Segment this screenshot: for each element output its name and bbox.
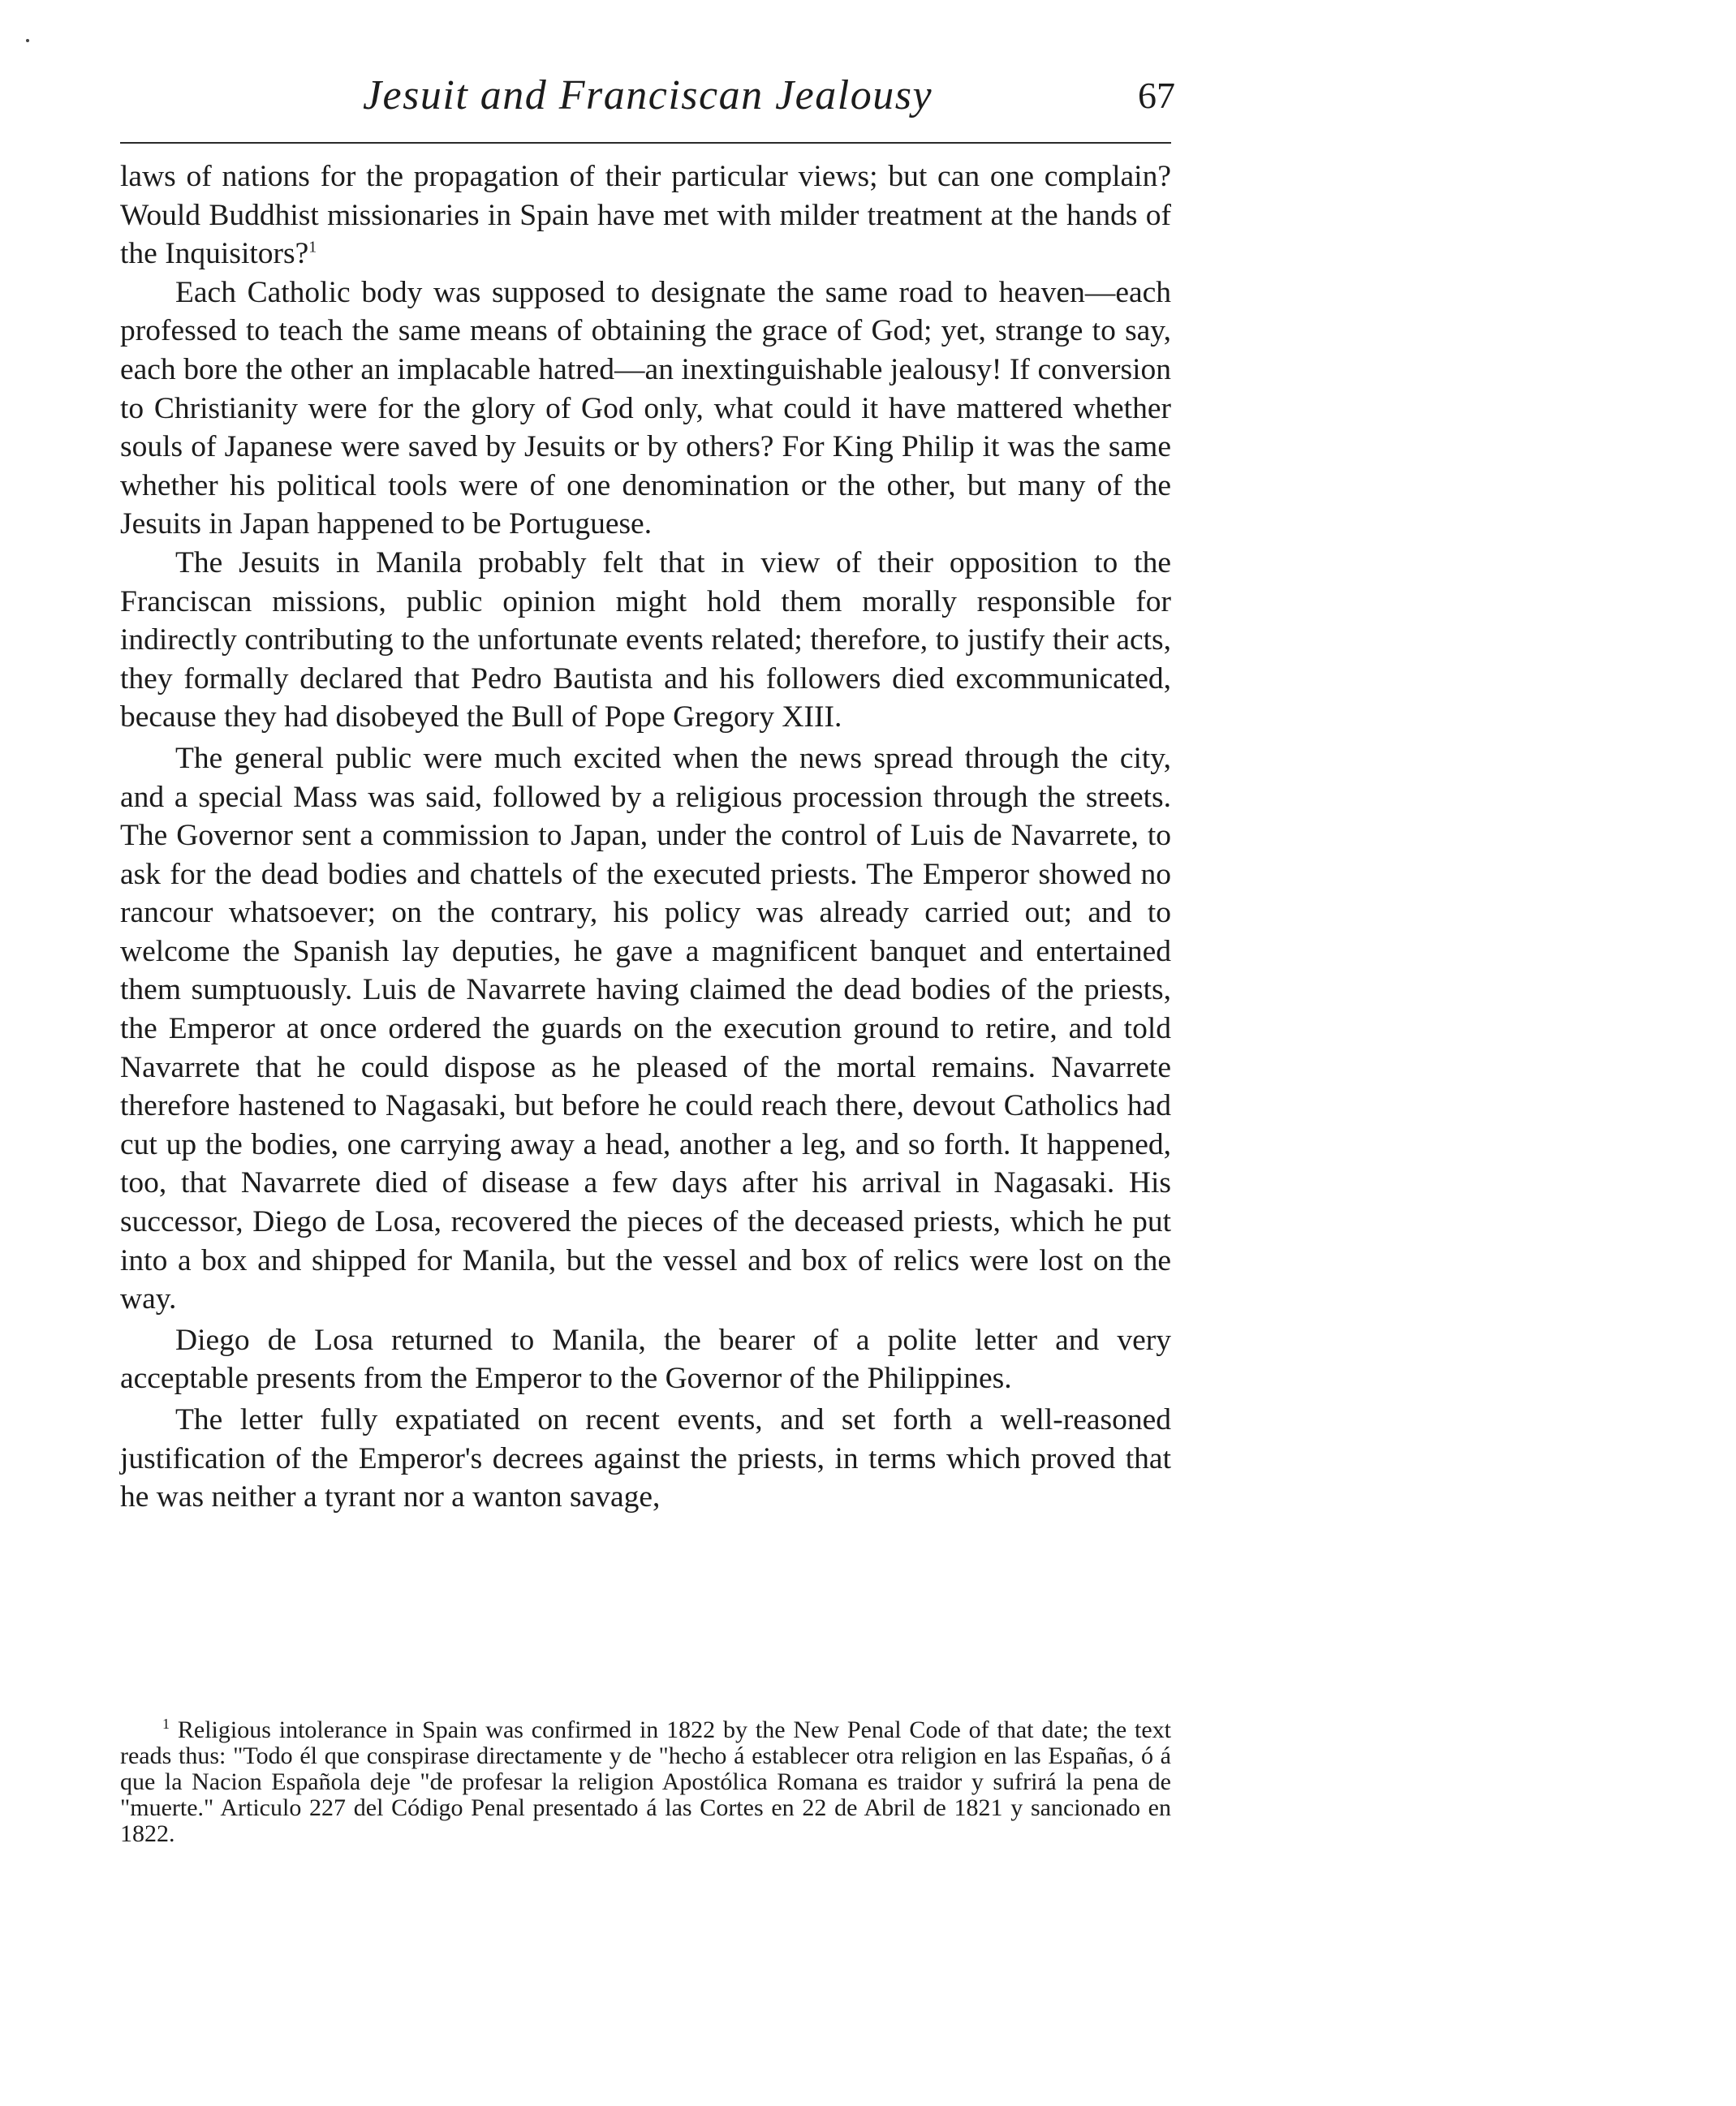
footnote-marker: 1: [162, 1716, 170, 1732]
footnote-text: Religious intolerance in Spain was confirmed in 1822 by the New Penal Code of that date; the text reads thus: "Todo él que conspirase directamente y de "hecho á establecer otra religion en las Españas, ó á que la Nacion Española deje "de profesar la religion Apostólica Romana es traidor y sufrirá la pena de "muerte." Articulo 227 del Código Penal presentado á las Cortes en 22 de Abril de 1821 y sancionado en 1822.: [120, 1716, 1172, 1847]
running-header: [120, 71, 1175, 136]
footnote-ref: 1: [308, 238, 317, 256]
paragraph-text: laws of nations for the propagation of their particular views; but can one complain? Would Buddhist missionaries in Spain have met with milder treatment at the hands of the Inquisitors?: [120, 160, 1171, 271]
print-speck: [26, 39, 29, 42]
header-rule: [120, 142, 1171, 144]
paragraph-2: Each Catholic body was supposed to designate the same road to heaven—each professed to teach the same means of obtaining the grace of God; yet, strange to say, each bore the other an implacable hatred—an inextinguishable jealousy! If conversion to Christianity were for the glory of God only, what could it have mattered whether souls of Japanese were saved by Jesuits or by others? For King Philip it was the same whether his political tools were of one denomination or the other, but many of the Jesuits in Japan happened to be Portuguese.: [120, 275, 1171, 541]
footnote-1: [120, 1717, 1171, 1847]
paragraph-6: The letter fully expatiated on recent events, and set forth a well-reasoned justification of the Emperor's decrees against the priests, in terms which proved that he was neither a tyrant nor a wanton savage,: [120, 1403, 1171, 1514]
paragraph-3: The Jesuits in Manila probably felt that in view of their opposition to the Franciscan missions, public opinion might hold them morally responsible for indirectly contributing to the unfortunate events related; therefore, to justify their acts, they formally declared that Pedro Bautista and his followers died excommunicated, because they had disobeyed the Bull of Pope Gregory XIII.: [120, 545, 1171, 734]
running-title: Jesuit and Franciscan Jealousy: [362, 72, 933, 118]
footnotes: [120, 1717, 1171, 1847]
paragraph-1: [120, 157, 1171, 273]
page-number: 67: [1138, 75, 1175, 116]
body-text: [120, 157, 1171, 1517]
paragraph-5: Diego de Losa returned to Manila, the bearer of a polite letter and very acceptable presents from the Emperor to the Governor of the Philippines.: [120, 1323, 1171, 1396]
paragraph-4: The general public were much excited when the news spread through the city, and a special Mass was said, followed by a religious procession through the streets. The Governor sent a commission to Japan, under the control of Luis de Navarrete, to ask for the dead bodies and chattels of the executed priests. The Emperor showed no rancour whatsoever; on the contrary, his policy was already carried out; and to welcome the Spanish lay deputies, he gave a magnificent banquet and entertained them sumptuously. Luis de Navarrete having claimed the dead bodies of the priests, the Emperor at once ordered the guards on the execution ground to retire, and told Navarrete that he could dispose as he pleased of the mortal remains. Navarrete therefore hastened to Nagasaki, but before he could reach there, devout Catholics had cut up the bodies, one carrying away a head, another a leg, and so forth. It happened, too, that Navarrete died of disease a few days after his arrival in Nagasaki. His successor, Diego de Losa, recovered the pieces of the deceased priests, which he put into a box and shipped for Manila, but the vessel and box of relics were lost on the way.: [120, 741, 1171, 1316]
